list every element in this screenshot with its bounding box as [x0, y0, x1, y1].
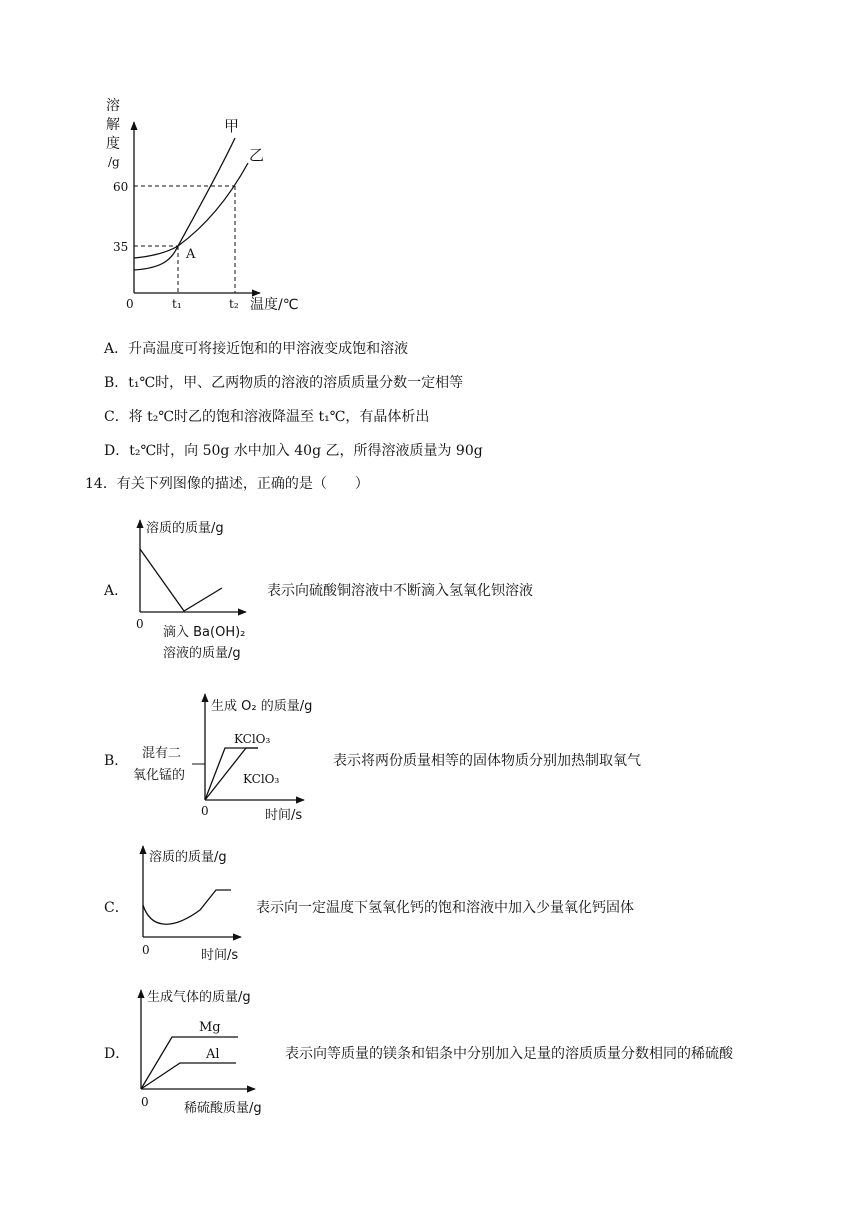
y-tick-60: 60: [113, 180, 129, 194]
series-line-al: [141, 1063, 236, 1089]
q14-a-description: 表示向硫酸铜溶液中不断滴入氢氧化钡溶液: [267, 583, 533, 599]
series-label-mg: Mg: [199, 1020, 221, 1035]
origin-label: 0: [126, 297, 134, 311]
origin-label: 0: [142, 943, 150, 957]
xlabel-line1: 滴入 Ba(OH)₂: [163, 625, 246, 640]
ylabel: 生成 O₂ 的质量/g: [211, 699, 313, 714]
series-label-upper: KClO₃: [234, 732, 271, 746]
ylabel-char-1: 溶: [106, 98, 120, 114]
q14-c-letter: C．: [104, 900, 129, 916]
side-label-line1: 混有二: [142, 746, 182, 761]
x-tick-t2: t₂: [229, 297, 239, 311]
q14-b-letter: B．: [104, 753, 129, 769]
origin-label: 0: [136, 617, 144, 631]
ylabel: 生成气体的质量/g: [147, 990, 251, 1005]
ylabel-char-2: 解: [106, 117, 120, 133]
x-axis-label: 温度/℃: [250, 297, 299, 313]
x-tick-t1: t₁: [172, 297, 182, 311]
q13-option-b: B．t₁℃时，甲、乙两物质的溶液的溶质质量分数一定相等: [104, 375, 464, 391]
series-label-yi: 乙: [249, 146, 265, 164]
q14-d-description: 表示向等质量的镁条和铝条中分别加入足量的溶质质量分数相同的稀硫酸: [285, 1046, 733, 1062]
series-label-al: Al: [206, 1047, 220, 1062]
q14-a-letter: A．: [104, 583, 129, 599]
origin-label: 0: [141, 1095, 149, 1109]
q14-stem: 14．有关下列图像的描述，正确的是（ ）: [85, 476, 369, 492]
q13-option-d: D．t₂℃时，向 50g 水中加入 40g 乙，所得溶液质量为 90g: [104, 443, 483, 459]
ylabel: 溶质的质量/g: [149, 850, 227, 865]
ylabel-char-4: /g: [108, 155, 120, 169]
ylabel-char-3: 度: [106, 136, 120, 152]
q14-c-description: 表示向一定温度下氢氧化钙的饱和溶液中加入少量氧化钙固体: [256, 900, 634, 916]
xlabel: 稀硫酸质量/g: [184, 1101, 262, 1116]
side-label-line2: 氧化锰的: [133, 768, 186, 783]
q13-option-c: C．将 t₂℃时乙的饱和溶液降温至 t₁℃，有晶体析出: [104, 409, 430, 425]
q14-b-description: 表示将两份质量相等的固体物质分别加热制取氧气: [333, 753, 641, 769]
xlabel: 时间/s: [265, 808, 303, 823]
series-label-jia: 甲: [224, 117, 240, 135]
xlabel-line2: 溶液的质量/g: [163, 646, 241, 661]
ylabel: 溶质的质量/g: [146, 521, 224, 536]
xlabel: 时间/s: [201, 948, 239, 963]
q14-d-letter: D．: [104, 1046, 130, 1062]
series-label-lower: KClO₃: [243, 772, 280, 786]
y-tick-35: 35: [113, 240, 129, 254]
q13-option-a: A．升高温度可将接近饱和的甲溶液变成饱和溶液: [104, 341, 409, 357]
point-a-label: A: [186, 247, 196, 262]
origin-label: 0: [201, 804, 209, 818]
